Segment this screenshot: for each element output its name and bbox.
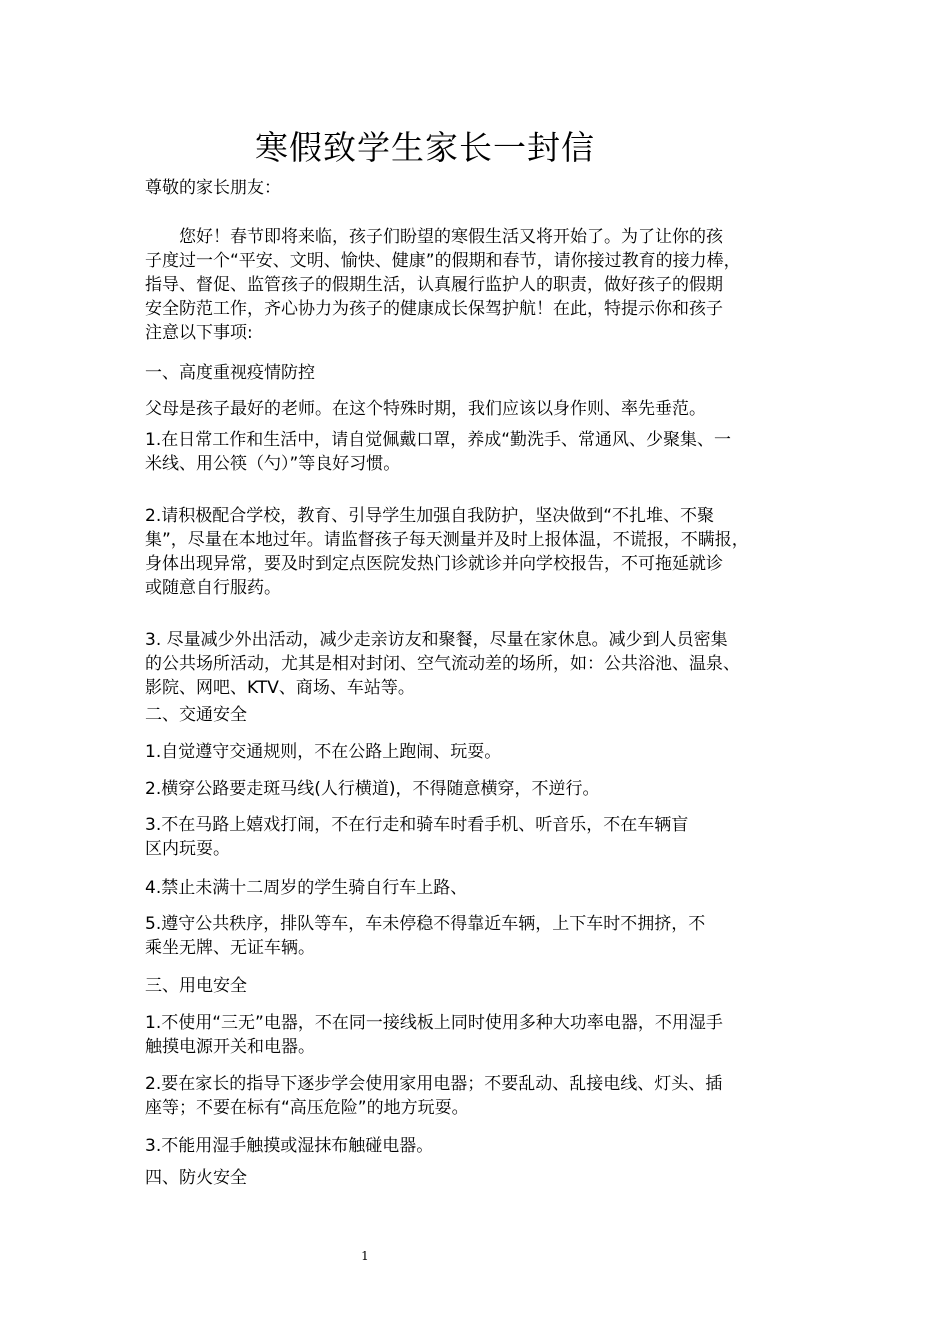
- section-heading: 三、用电安全: [145, 976, 247, 996]
- section-item: 1.在日常工作和生活中，请自觉佩戴口罩，养成“勤洗手、常通风、少聚集、一 米线、用公筷（勺）”等良好习惯。: [145, 430, 732, 474]
- section-item: 3.不在马路上嬉戏打闹，不在行走和骑车时看手机、听音乐，不在车辆盲 区内玩耍。: [145, 815, 689, 859]
- section-heading: 一、高度重视疫情防控: [145, 363, 315, 383]
- page-number: 1: [361, 1249, 369, 1263]
- section-item: 1.自觉遵守交通规则，不在公路上跑闹、玩耍。: [145, 742, 502, 762]
- section-item: 4.禁止未满十二周岁的学生骑自行车上路、: [145, 878, 468, 898]
- section-item: 3. 尽量减少外出活动，减少走亲访友和聚餐，尽量在家休息。减少到人员密集 的公共场所活动，尤其是相对封闭、空气流动差的场所，如：公共浴池、温泉、 影院、网吧、KTV、商场、车站等。: [145, 630, 740, 698]
- section-item: 2.横穿公路要走斑马线(人行横道)，不得随意横穿，不逆行。: [145, 779, 600, 799]
- document-title: 寒假致学生家长一封信: [255, 128, 595, 167]
- section-heading: 二、交通安全: [145, 705, 247, 725]
- section-item: 5.遵守公共秩序，排队等车，车未停稳不得靠近车辆，上下车时不拥挤，不 乘坐无牌、无证车辆。: [145, 914, 706, 958]
- greeting: 尊敬的家长朋友：: [145, 178, 281, 198]
- intro-paragraph: 您好！春节即将来临，孩子们盼望的寒假生活又将开始了。为了让你的孩 子度过一个“平安、文明、愉快、健康”的假期和春节，请你接过教育的接力棒， 指导、督促、监管孩子的假期生活，认真履行监护人的职责，做好孩子的假期 安全防范工作，齐心协力为孩子的健康成长保驾护航！在此，特提示你和孩子 注意以下事项:: [145, 227, 741, 343]
- section-heading: 四、防火安全: [145, 1168, 247, 1188]
- section-item: 2.请积极配合学校，教育、引导学生加强自我防护，坚决做到“不扎堆、不聚 集”，尽量在本地过年。请监督孩子每天测量并及时上报体温，不谎报，不瞒报， 身体出现异常，要及时到定点医院发热门诊就诊并向学校报告，不可拖延就诊 或随意自行服药。: [145, 506, 749, 598]
- section-item: 2.要在家长的指导下逐步学会使用家用电器；不要乱动、乱接电线、灯头、插 座等；不要在标有“高压危险”的地方玩耍。: [145, 1074, 723, 1118]
- section-item: 1.不使用“三无”电器，不在同一接线板上同时使用多种大功率电器，不用湿手 触摸电源开关和电器。: [145, 1013, 723, 1057]
- section-item: 父母是孩子最好的老师。在这个特殊时期，我们应该以身作则、率先垂范。: [145, 399, 706, 419]
- section-item: 3.不能用湿手触摸或湿抹布触碰电器。: [145, 1136, 434, 1156]
